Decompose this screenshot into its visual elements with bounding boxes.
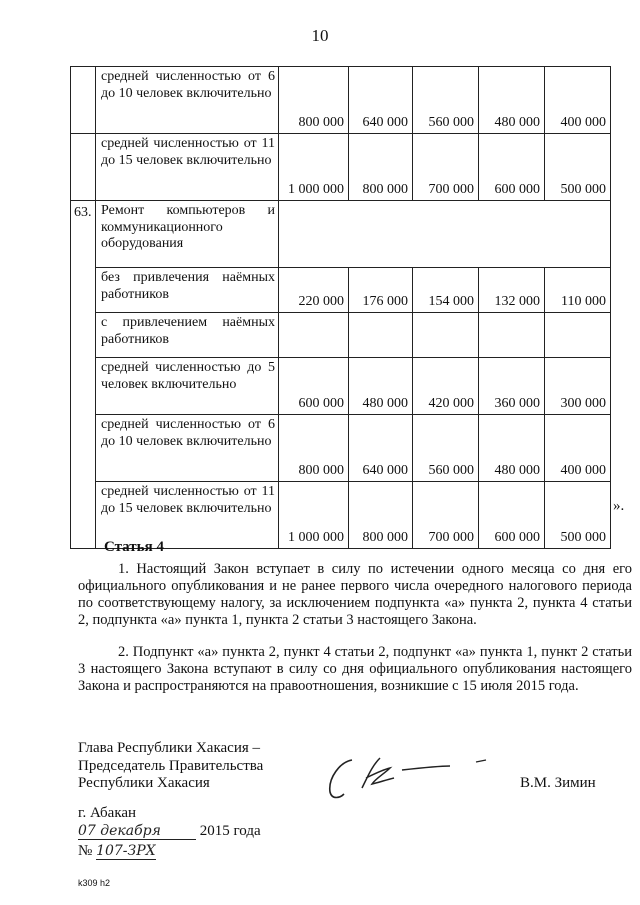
row-description: Ремонт компьютеров и коммуникационного оборудования bbox=[96, 201, 279, 268]
value-cell bbox=[279, 313, 349, 358]
row-index bbox=[71, 67, 96, 134]
signatory-name: В.М. Зимин bbox=[520, 775, 596, 791]
value-cell: 300 000 bbox=[545, 358, 611, 415]
value-cell: 1 000 000 bbox=[279, 134, 349, 201]
row-description: средней численностью от 6 до 10 человек включительно bbox=[96, 67, 279, 134]
law-number bbox=[78, 843, 156, 860]
value-cell: 800 000 bbox=[279, 415, 349, 482]
handwritten-date: 07 декабря bbox=[78, 823, 196, 840]
row-index: 63. bbox=[71, 201, 96, 549]
table-row bbox=[71, 67, 611, 134]
value-cell: 400 000 bbox=[545, 67, 611, 134]
value-cell: 480 000 bbox=[479, 67, 545, 134]
closing-quote: ». bbox=[613, 498, 625, 514]
signing-date bbox=[78, 823, 261, 840]
signatory-line-1: Глава Республики Хакасия – bbox=[78, 740, 261, 756]
value-cell: 640 000 bbox=[349, 67, 413, 134]
table-row bbox=[71, 134, 611, 201]
value-cell: 560 000 bbox=[413, 67, 479, 134]
handwritten-number: 107-ЗРХ bbox=[96, 843, 156, 859]
value-cell: 420 000 bbox=[413, 358, 479, 415]
value-cell: 480 000 bbox=[479, 415, 545, 482]
row-description: средней численностью от 11 до 15 человек включительно bbox=[96, 482, 279, 549]
handwritten-signature bbox=[310, 748, 500, 808]
footer-code: k309 h2 bbox=[78, 878, 111, 888]
value-cell: 600 000 bbox=[279, 358, 349, 415]
merged-empty-cell bbox=[279, 201, 611, 268]
table-row bbox=[71, 415, 611, 482]
value-cell: 110 000 bbox=[545, 268, 611, 313]
value-cell: 700 000 bbox=[413, 482, 479, 549]
value-cell: 154 000 bbox=[413, 268, 479, 313]
value-cell: 360 000 bbox=[479, 358, 545, 415]
value-cell bbox=[479, 313, 545, 358]
signatory-line-2: Председатель Правительства bbox=[78, 757, 264, 774]
table-row bbox=[71, 268, 611, 313]
value-cell: 640 000 bbox=[349, 415, 413, 482]
value-cell: 1 000 000 bbox=[279, 482, 349, 549]
value-cell: 600 000 bbox=[479, 482, 545, 549]
number-sign: № bbox=[78, 843, 93, 859]
value-cell: 132 000 bbox=[479, 268, 545, 313]
article-paragraph-1: 1. Настоящий Закон вступает в силу по истечении одного месяца со дня его официального опубликования и не ранее первого числа очередного налогового периода по соответствующему налогу, за исключением подпункта «а» пункта 2, пункта 4 статьи 2, подпункта «а» пункта 1, пункта 2 статьи 3 настоящего Закона. bbox=[78, 561, 632, 628]
value-cell: 600 000 bbox=[479, 134, 545, 201]
value-cell: 500 000 bbox=[545, 134, 611, 201]
row-description: средней численностью от 11 до 15 человек включительно bbox=[96, 134, 279, 201]
value-cell: 500 000 bbox=[545, 482, 611, 549]
row-description: без привлечения наёмных работников bbox=[96, 268, 279, 313]
value-cell: 480 000 bbox=[349, 358, 413, 415]
signatory-line-3: Республики Хакасия bbox=[78, 775, 210, 791]
value-cell: 400 000 bbox=[545, 415, 611, 482]
date-year: 2015 года bbox=[199, 823, 261, 839]
row-description: с привлечением наёмных работников bbox=[96, 313, 279, 358]
row-index bbox=[71, 134, 96, 201]
value-cell: 176 000 bbox=[349, 268, 413, 313]
article-paragraph-2: 2. Подпункт «а» пункта 2, пункт 4 статьи 2, подпункт «а» пункта 1, пункт 2 статьи 3 настоящего Закона вступают в силу со дня официального опубликования настоящего Закона и распространяются на правоотношения, возникшие с 15 июля 2015 года. bbox=[78, 644, 632, 694]
article-title: Статья 4 bbox=[104, 539, 164, 555]
value-cell: 800 000 bbox=[279, 67, 349, 134]
table-row bbox=[71, 358, 611, 415]
value-cell: 220 000 bbox=[279, 268, 349, 313]
table-row-section-header bbox=[71, 201, 611, 268]
value-cell: 560 000 bbox=[413, 415, 479, 482]
value-cell bbox=[349, 313, 413, 358]
value-cell bbox=[413, 313, 479, 358]
signatory-title bbox=[78, 740, 263, 793]
value-cell: 700 000 bbox=[413, 134, 479, 201]
tax-rates-table bbox=[70, 66, 611, 549]
value-cell: 800 000 bbox=[349, 134, 413, 201]
value-cell bbox=[545, 313, 611, 358]
place-of-signing: г. Абакан bbox=[78, 805, 137, 821]
row-description: средней численностью от 6 до 10 человек включительно bbox=[96, 415, 279, 482]
value-cell: 800 000 bbox=[349, 482, 413, 549]
row-description: средней численностью до 5 человек включительно bbox=[96, 358, 279, 415]
table-row bbox=[71, 313, 611, 358]
page-number: 10 bbox=[311, 26, 329, 45]
